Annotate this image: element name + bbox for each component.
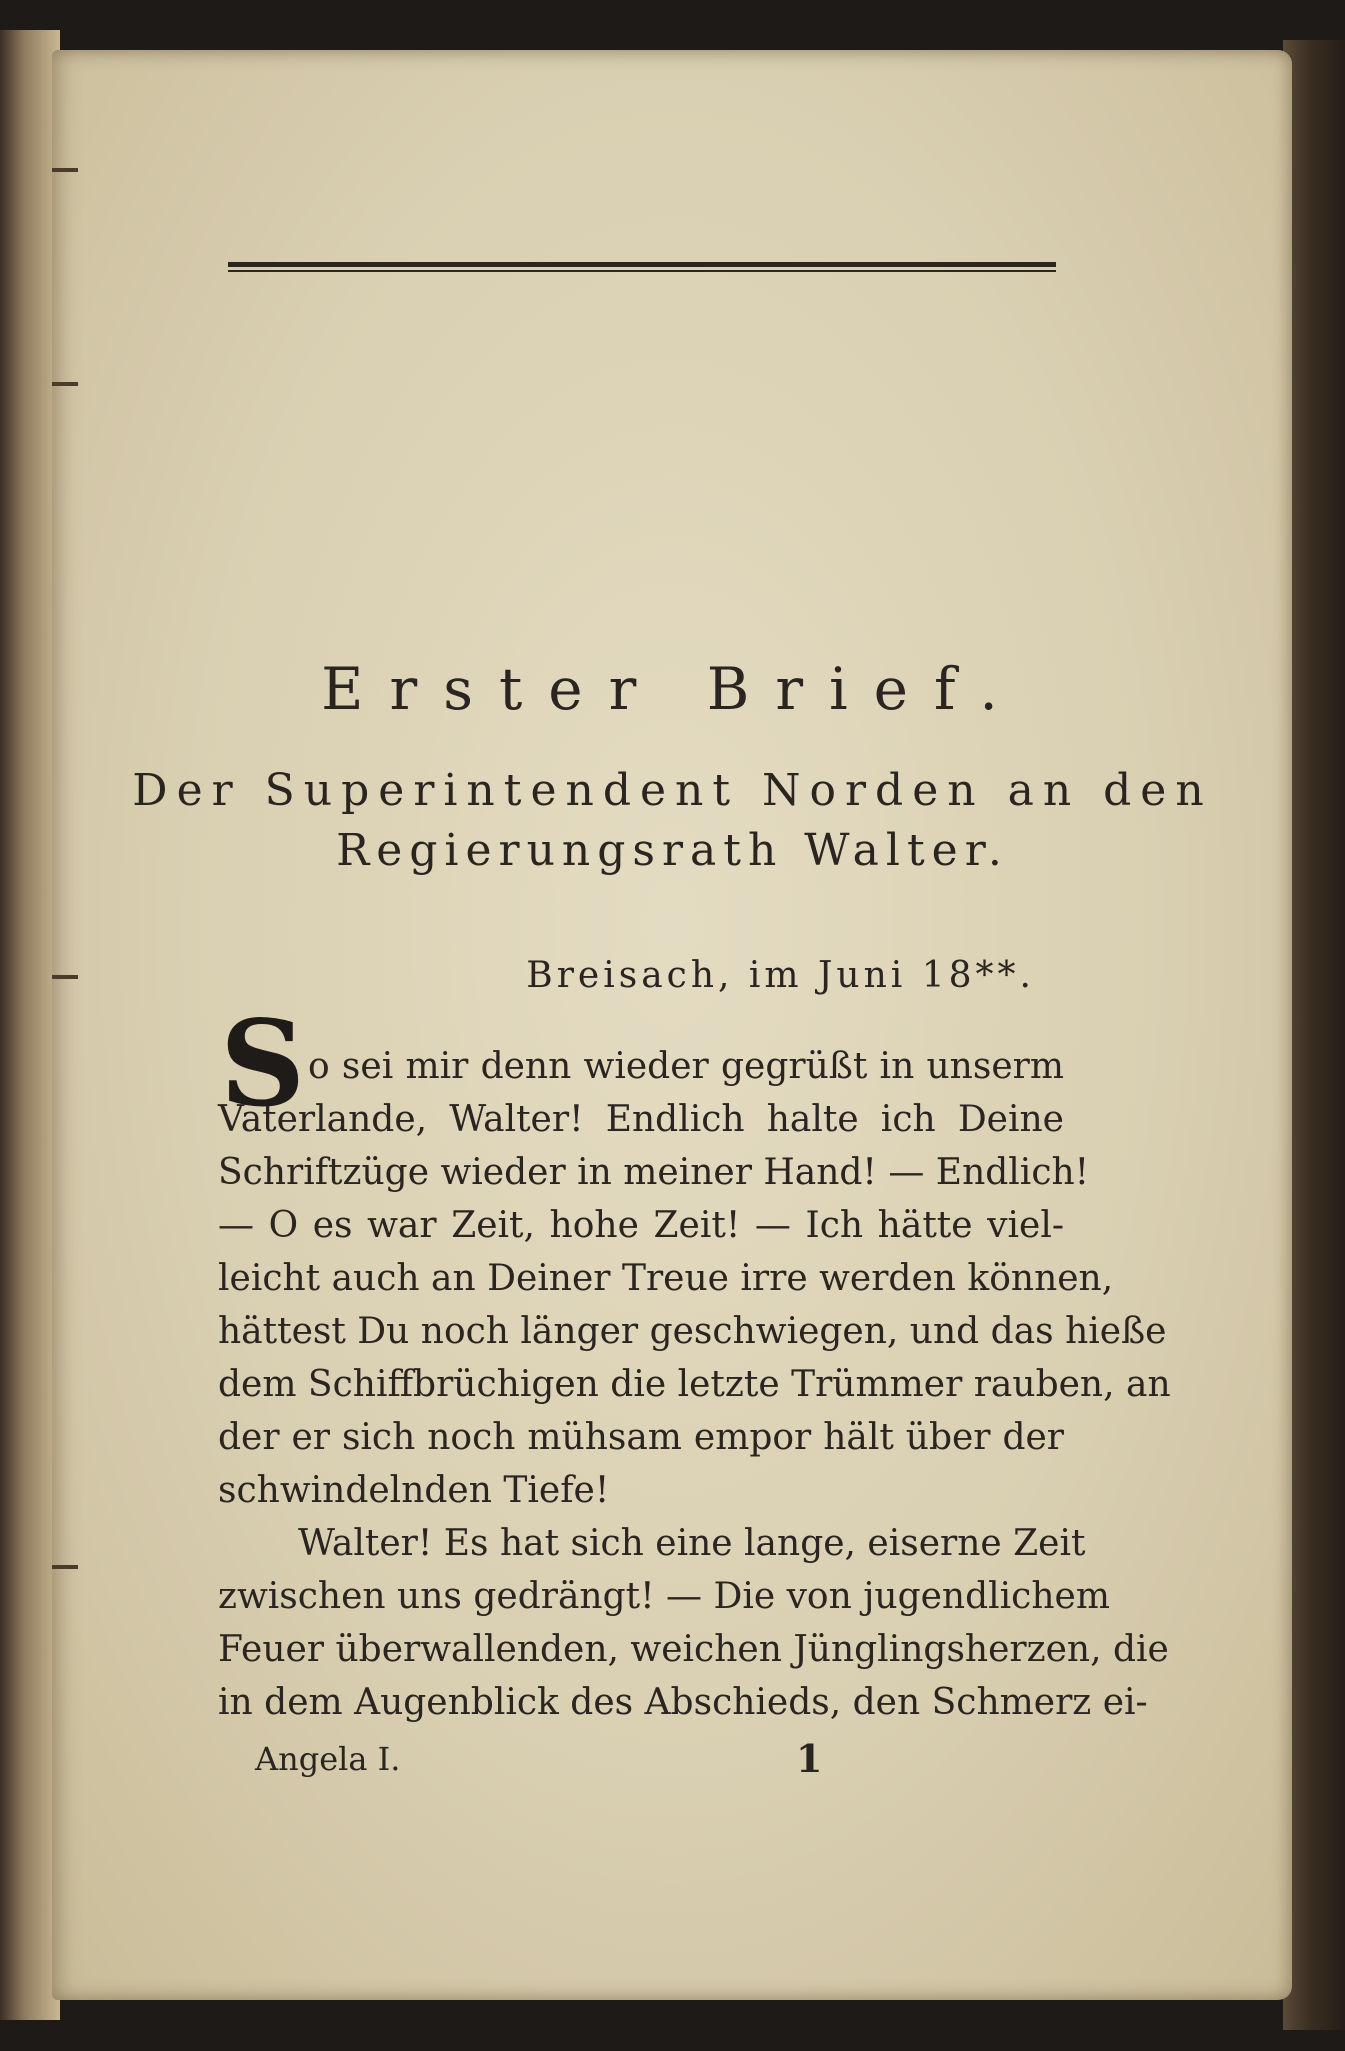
- book-cover-edge: [1283, 40, 1345, 2030]
- body-line: Schriftzüge wieder in meiner Hand! — Endlich!: [218, 1152, 1090, 1193]
- body-line: o sei mir denn wieder gegrüßt in unserm: [308, 1046, 1064, 1087]
- binding-stitch: [52, 1565, 78, 1569]
- body-line: der er sich noch mühsam empor hält über der: [218, 1417, 1064, 1458]
- body-line: schwindelnden Tiefe!: [218, 1470, 610, 1511]
- binding-stitch: [52, 975, 78, 979]
- book-spine-edge: [0, 30, 60, 2020]
- binding-stitch: [52, 168, 78, 172]
- body-line: Feuer überwallenden, weichen Jünglingsherzen, die: [218, 1629, 1169, 1670]
- dateline: Breisach, im Juni 18**.: [526, 955, 1035, 996]
- letter-title: Erster Brief.: [321, 655, 1024, 723]
- body-line: hättest Du noch länger geschwiegen, und das hieße: [218, 1311, 1167, 1352]
- body-line: Vaterlande, Walter! Endlich halte ich Deine: [218, 1099, 1064, 1140]
- body-line: Walter! Es hat sich eine lange, eiserne Zeit: [298, 1523, 1086, 1564]
- body-line: — O es war Zeit, hohe Zeit! — Ich hätte viel-: [218, 1205, 1064, 1246]
- page-number: 1: [796, 1736, 823, 1781]
- binding-stitch: [52, 382, 78, 386]
- letter-subtitle-line2: Regierungsrath Walter.: [336, 825, 1009, 876]
- signature-mark: Angela I.: [255, 1740, 401, 1778]
- drop-cap: S: [220, 994, 306, 1133]
- letter-subtitle-line1: Der Superintendent Norden an den: [132, 765, 1213, 816]
- body-line: zwischen uns gedrängt! — Die von jugendlichem: [218, 1576, 1110, 1617]
- letter-body: [218, 1040, 1171, 1729]
- body-line: leicht auch an Deiner Treue irre werden können,: [218, 1258, 1114, 1299]
- header-rule: [228, 262, 1056, 272]
- body-line: in dem Augenblick des Abschieds, den Schmerz ei-: [218, 1682, 1148, 1723]
- body-line: dem Schiffbrüchigen die letzte Trümmer rauben, an: [218, 1364, 1171, 1405]
